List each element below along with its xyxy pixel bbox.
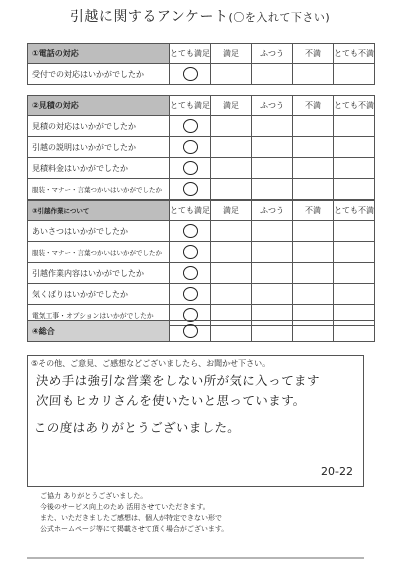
answer-cell[interactable] <box>252 158 293 179</box>
answer-cell[interactable] <box>252 263 293 284</box>
answer-cell[interactable] <box>170 64 211 85</box>
answer-cell[interactable] <box>293 179 334 200</box>
answer-cell[interactable] <box>170 263 211 284</box>
answer-cell[interactable] <box>293 284 334 305</box>
handwritten-comment-line: この度はありがとうございました。 <box>33 420 241 435</box>
answer-cell[interactable] <box>334 64 375 85</box>
answer-cell[interactable] <box>334 242 375 263</box>
column-header: 満足 <box>211 201 252 221</box>
column-header: とても不満 <box>334 201 375 221</box>
divider <box>27 557 364 559</box>
question-label: 見積料金はいかがでしたか <box>28 158 170 179</box>
answer-cell[interactable] <box>334 221 375 242</box>
answer-cell[interactable] <box>211 64 252 85</box>
column-header: とても満足 <box>170 44 211 64</box>
footer-notes <box>40 491 360 535</box>
circle-mark-icon <box>183 161 198 175</box>
answer-cell[interactable] <box>211 263 252 284</box>
answer-cell[interactable] <box>252 64 293 85</box>
answer-cell[interactable] <box>334 284 375 305</box>
column-header: ふつう <box>252 44 293 64</box>
answer-cell[interactable] <box>170 284 211 305</box>
circle-mark-icon <box>183 324 198 338</box>
answer-cell[interactable] <box>170 242 211 263</box>
question-label: 服装・マナー・言葉つかいはいかがでしたか <box>28 242 170 263</box>
answer-cell[interactable] <box>211 242 252 263</box>
answer-cell[interactable] <box>252 179 293 200</box>
answer-cell[interactable] <box>293 263 334 284</box>
footer-line: 公式ホームページ等にて掲載させて頂く場合がございます。 <box>40 525 229 533</box>
column-header: とても満足 <box>170 201 211 221</box>
column-header: ふつう <box>252 201 293 221</box>
circle-mark-icon <box>183 224 198 238</box>
question-label: 引越作業内容はいかがでしたか <box>28 263 170 284</box>
answer-cell[interactable] <box>293 137 334 158</box>
question-label: 服装・マナー・言葉つかいはいかがでしたか <box>28 179 170 200</box>
answer-cell[interactable] <box>334 137 375 158</box>
circle-mark-icon <box>183 287 198 301</box>
section-header: ④総合 <box>28 321 170 342</box>
answer-cell[interactable] <box>334 179 375 200</box>
answer-cell[interactable] <box>170 116 211 137</box>
answer-cell[interactable] <box>334 116 375 137</box>
answer-cell[interactable] <box>293 64 334 85</box>
answer-cell[interactable] <box>170 221 211 242</box>
answer-cell[interactable] <box>170 158 211 179</box>
answer-cell[interactable] <box>334 158 375 179</box>
answer-cell[interactable] <box>170 137 211 158</box>
question-label: 電気工事・オプションはいかがでしたか <box>28 305 170 326</box>
circle-mark-icon <box>183 140 198 154</box>
answer-cell[interactable] <box>293 242 334 263</box>
answer-cell[interactable] <box>252 284 293 305</box>
section-overall <box>27 320 375 342</box>
question-label: 受付での対応はいかがでしたか <box>28 64 170 85</box>
survey-title-instruction: (〇を入れて下さい) <box>228 11 331 24</box>
answer-cell[interactable] <box>211 284 252 305</box>
circle-mark-icon <box>183 266 198 280</box>
answer-cell[interactable] <box>211 179 252 200</box>
column-header: とても不満 <box>334 44 375 64</box>
question-label: 引越の説明はいかがでしたか <box>28 137 170 158</box>
circle-mark-icon <box>183 182 198 196</box>
column-header: 不満 <box>293 96 334 116</box>
answer-cell[interactable] <box>252 116 293 137</box>
footer-line: また、いただきましたご感想は、個人が特定できない形で <box>40 514 222 522</box>
question-label: 気くばりはいかがでしたか <box>28 284 170 305</box>
circle-mark-icon <box>183 245 198 259</box>
answer-cell[interactable] <box>293 221 334 242</box>
answer-cell[interactable] <box>293 321 334 342</box>
footer-line: 今後のサービス向上のため 活用させていただきます。 <box>40 503 210 511</box>
answer-cell[interactable] <box>211 137 252 158</box>
answer-cell[interactable] <box>252 321 293 342</box>
question-label: あいさつはいかがでしたか <box>28 221 170 242</box>
answer-cell[interactable] <box>252 137 293 158</box>
answer-cell[interactable] <box>252 221 293 242</box>
handwritten-number: 20-22 <box>321 465 353 478</box>
column-header: ふつう <box>252 96 293 116</box>
comment-prompt: ⑤その他、ご意見、ご感想などございましたら、お聞かせ下さい。 <box>31 359 271 368</box>
column-header: 不満 <box>293 44 334 64</box>
answer-cell[interactable] <box>211 158 252 179</box>
footer-line: ご協力 ありがとうございました。 <box>40 492 148 500</box>
column-header: 不満 <box>293 201 334 221</box>
answer-cell[interactable] <box>293 116 334 137</box>
section-moving-work <box>27 200 375 326</box>
answer-cell[interactable] <box>170 321 211 342</box>
column-header: とても満足 <box>170 96 211 116</box>
answer-cell[interactable] <box>252 242 293 263</box>
circle-mark-icon <box>183 119 198 133</box>
column-header: 満足 <box>211 44 252 64</box>
question-label: 見積の対応はいかがでしたか <box>28 116 170 137</box>
section-header: ③引越作業について <box>28 201 170 221</box>
section-header: ②見積の対応 <box>28 96 170 116</box>
survey-title <box>0 6 400 26</box>
answer-cell[interactable] <box>211 116 252 137</box>
column-header: 満足 <box>211 96 252 116</box>
answer-cell[interactable] <box>211 221 252 242</box>
circle-mark-icon <box>183 67 198 81</box>
survey-title-main: 引越に関するアンケート <box>69 9 229 25</box>
answer-cell[interactable] <box>211 321 252 342</box>
answer-cell[interactable] <box>170 179 211 200</box>
section-phone <box>27 43 375 85</box>
handwritten-comment-line: 次回もヒカリさんを使いたいと思っています。 <box>35 393 307 408</box>
handwritten-comment-line: 決め手は強引な営業をしない所が気に入ってます <box>35 373 321 388</box>
column-header: とても不満 <box>334 96 375 116</box>
answer-cell[interactable] <box>334 263 375 284</box>
section-header: ①電話の対応 <box>28 44 170 64</box>
comment-box[interactable] <box>27 355 364 487</box>
answer-cell[interactable] <box>334 321 375 342</box>
answer-cell[interactable] <box>293 158 334 179</box>
section-estimate <box>27 95 375 200</box>
